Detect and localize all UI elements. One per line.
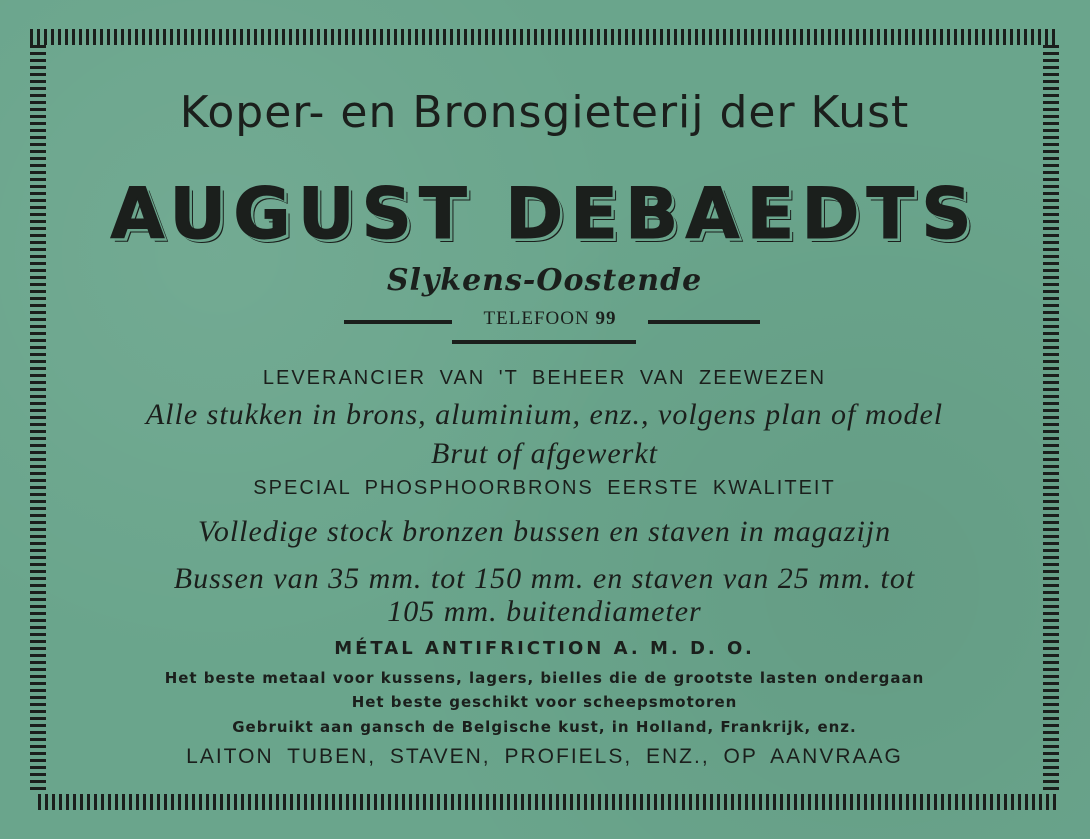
metal-line: Het beste metaal voor kussens, lagers, bielles die de grootste lasten ondergaan (164, 669, 925, 687)
rule-right (648, 320, 760, 324)
location: Slykens-Oostende (386, 263, 703, 298)
border-left (30, 45, 46, 794)
border-top (30, 29, 1057, 45)
sizes-line: Bussen van 35 mm. tot 150 mm. en staven van 25 mm. tot (173, 562, 916, 595)
supplier-line: LEVERANCIER VAN 'T BEHEER VAN ZEEWEZEN (262, 367, 827, 389)
border-bottom (38, 794, 1059, 810)
company-name: AUGUST DEBAEDTS (110, 173, 979, 255)
rule-under-telephone (452, 340, 636, 344)
products-line: Alle stukken in brons, aluminium, enz., volgens plan of model (145, 398, 944, 431)
telephone (452, 308, 648, 330)
antifriction-line: MÉTAL ANTIFRICTION A. M. D. O. (334, 638, 755, 659)
rule-left (344, 320, 452, 324)
border-right (1043, 45, 1059, 794)
engines-line: Het beste geschikt voor scheepsmotoren (351, 693, 738, 711)
usage-line: Gebruikt aan gansch de Belgische kust, in Holland, Frankrijk, enz. (232, 718, 857, 736)
finish-line: Brut of afgewerkt (431, 437, 658, 470)
advertisement (46, 45, 1043, 794)
telephone-label: TELEFOON (483, 308, 590, 329)
brass-line: LAITON TUBEN, STAVEN, PROFIELS, ENZ., OP AANVRAAG (186, 745, 903, 768)
special-line: SPECIAL PHOSPHOORBRONS EERSTE KWALITEIT (253, 477, 836, 499)
telephone-row (46, 308, 1043, 334)
telephone-number: 99 (595, 308, 617, 329)
heading: Koper- en Bronsgieterij der Kust (179, 87, 910, 138)
stock-line: Volledige stock bronzen bussen en staven in magazijn (197, 515, 892, 548)
diameter-line: 105 mm. buitendiameter (387, 595, 702, 628)
